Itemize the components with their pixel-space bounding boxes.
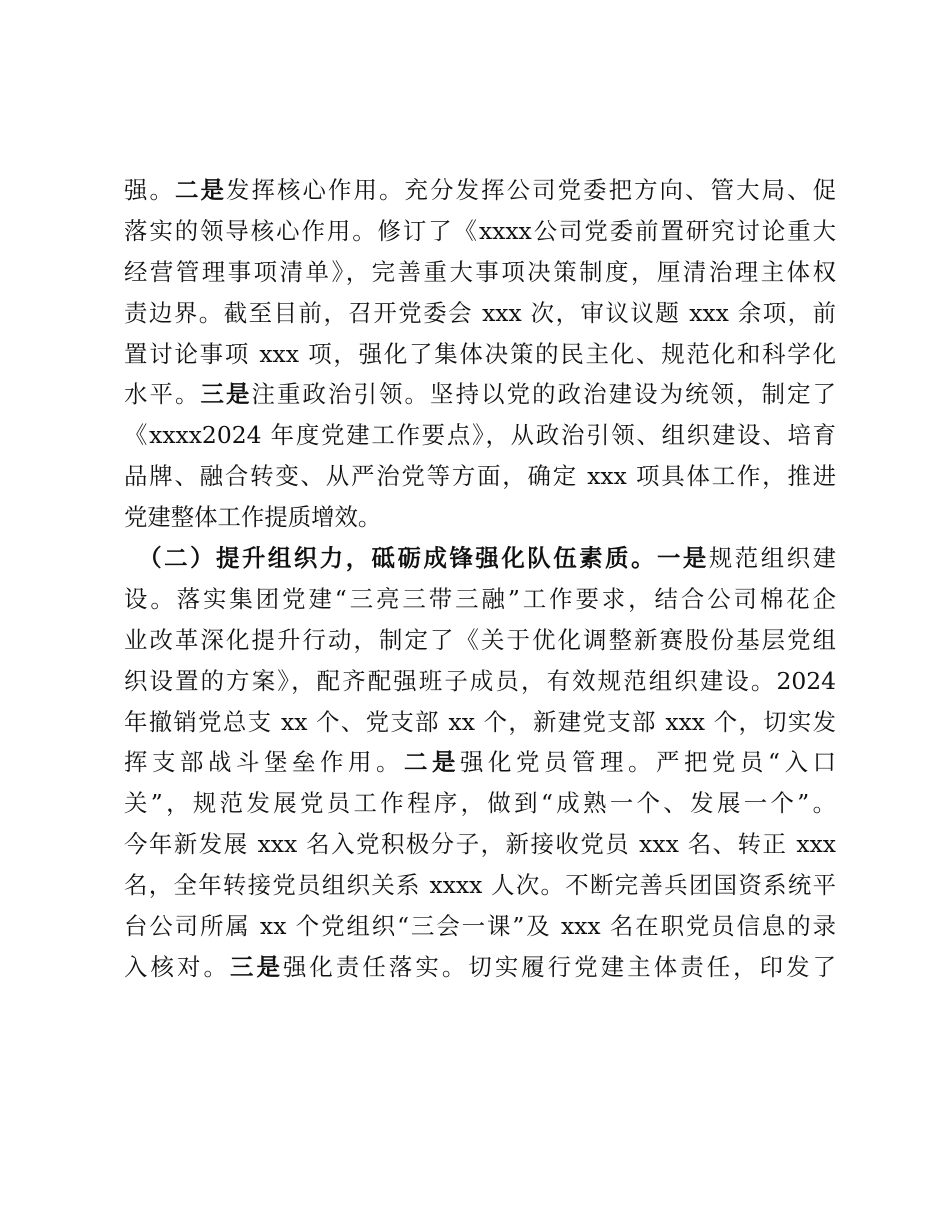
text-segment: 业改革深化提升行动，制定了《关于优化调整新赛股份基层党组	[124, 625, 836, 654]
paragraph-line	[124, 865, 836, 906]
paragraph-line	[124, 742, 836, 783]
paragraph-line	[124, 661, 836, 702]
text-segment: 设。落实集团党建“三亮三带三融”工作要求，结合公司棉花企	[124, 584, 836, 613]
text-segment: 落实的领导核心作用。修订了《xxxx公司党委前置研究讨论重大	[124, 216, 836, 245]
paragraph-line	[124, 538, 836, 579]
paragraph-line	[124, 211, 836, 252]
text-segment: 强化责任落实。切实履行党建主体责任，印发了	[282, 952, 837, 981]
paragraph-line	[124, 456, 836, 497]
text-segment: 置讨论事项 xxx 项，强化了集体决策的民主化、规范化和科学化	[124, 339, 836, 368]
bold-text-segment: 三是	[229, 952, 283, 981]
text-segment: 强化党员管理。严把党员“入口	[460, 748, 837, 777]
paragraph-line	[124, 334, 836, 375]
paragraph-line	[124, 906, 836, 947]
text-segment: 发挥核心作用。充分发挥公司党委把方向、管大局、促	[226, 176, 837, 204]
paragraph-line	[124, 293, 836, 334]
text-segment: 今年新发展 xxx 名入党积极分子，新接收党员 xxx 名、转正 xxx	[124, 830, 836, 859]
text-segment: 《xxxx2024 年度党建工作要点》，从政治引领、组织建设、培育	[124, 421, 836, 450]
bold-text-segment: 二是	[175, 176, 227, 204]
text-segment: 注重政治引领。坚持以党的政治建设为统领，制定了	[251, 380, 837, 409]
bold-text-segment: （二）提升组织力，砥砺成锋强化队伍素质。一是	[124, 544, 709, 573]
text-segment: 责边界。截至目前，召开党委会 xxx 次，审议议题 xxx 余项，前	[124, 298, 836, 327]
text-segment: 水平。	[124, 380, 201, 409]
paragraph-line	[124, 374, 836, 415]
text-segment: 规范组织建	[708, 544, 836, 573]
paragraph-line	[124, 170, 836, 211]
document-page	[124, 170, 836, 988]
text-segment: 关”，规范发展党员工作程序，做到“成熟一个、发展一个”。	[124, 789, 836, 818]
bold-text-segment: 二是	[404, 748, 461, 777]
text-segment: 名，全年转接党员组织关系 xxxx 人次。不断完善兵团国资系统平	[124, 871, 836, 900]
paragraph-line	[124, 824, 836, 865]
paragraph-line	[124, 783, 836, 824]
text-segment: 品牌、融合转变、从严治党等方面，确定 xxx 项具体工作，推进	[124, 462, 836, 491]
text-segment: 织设置的方案》，配齐配强班子成员，有效规范组织建设。2024	[124, 666, 836, 695]
bold-text-segment: 三是	[200, 380, 252, 409]
paragraph-line	[124, 579, 836, 620]
paragraph-line	[124, 497, 836, 538]
text-segment: 入核对。	[124, 952, 230, 981]
text-segment: 强。	[124, 176, 176, 204]
paragraph-line	[124, 415, 836, 456]
text-segment: 挥支部战斗堡垒作用。	[124, 748, 405, 777]
paragraph-line	[124, 252, 836, 293]
paragraph-line	[124, 620, 836, 661]
text-segment: 经营管理事项清单》，完善重大事项决策制度，厘清治理主体权	[124, 257, 836, 286]
text-segment: 台公司所属 xx 个党组织“三会一课”及 xxx 名在职党员信息的录	[124, 912, 836, 941]
paragraph-line	[124, 947, 836, 988]
paragraph-line	[124, 702, 836, 743]
text-segment: 年撤销党总支 xx 个、党支部 xx 个，新建党支部 xxx 个，切实发	[124, 707, 836, 736]
text-segment: 党建整体工作提质增效。	[124, 503, 382, 532]
